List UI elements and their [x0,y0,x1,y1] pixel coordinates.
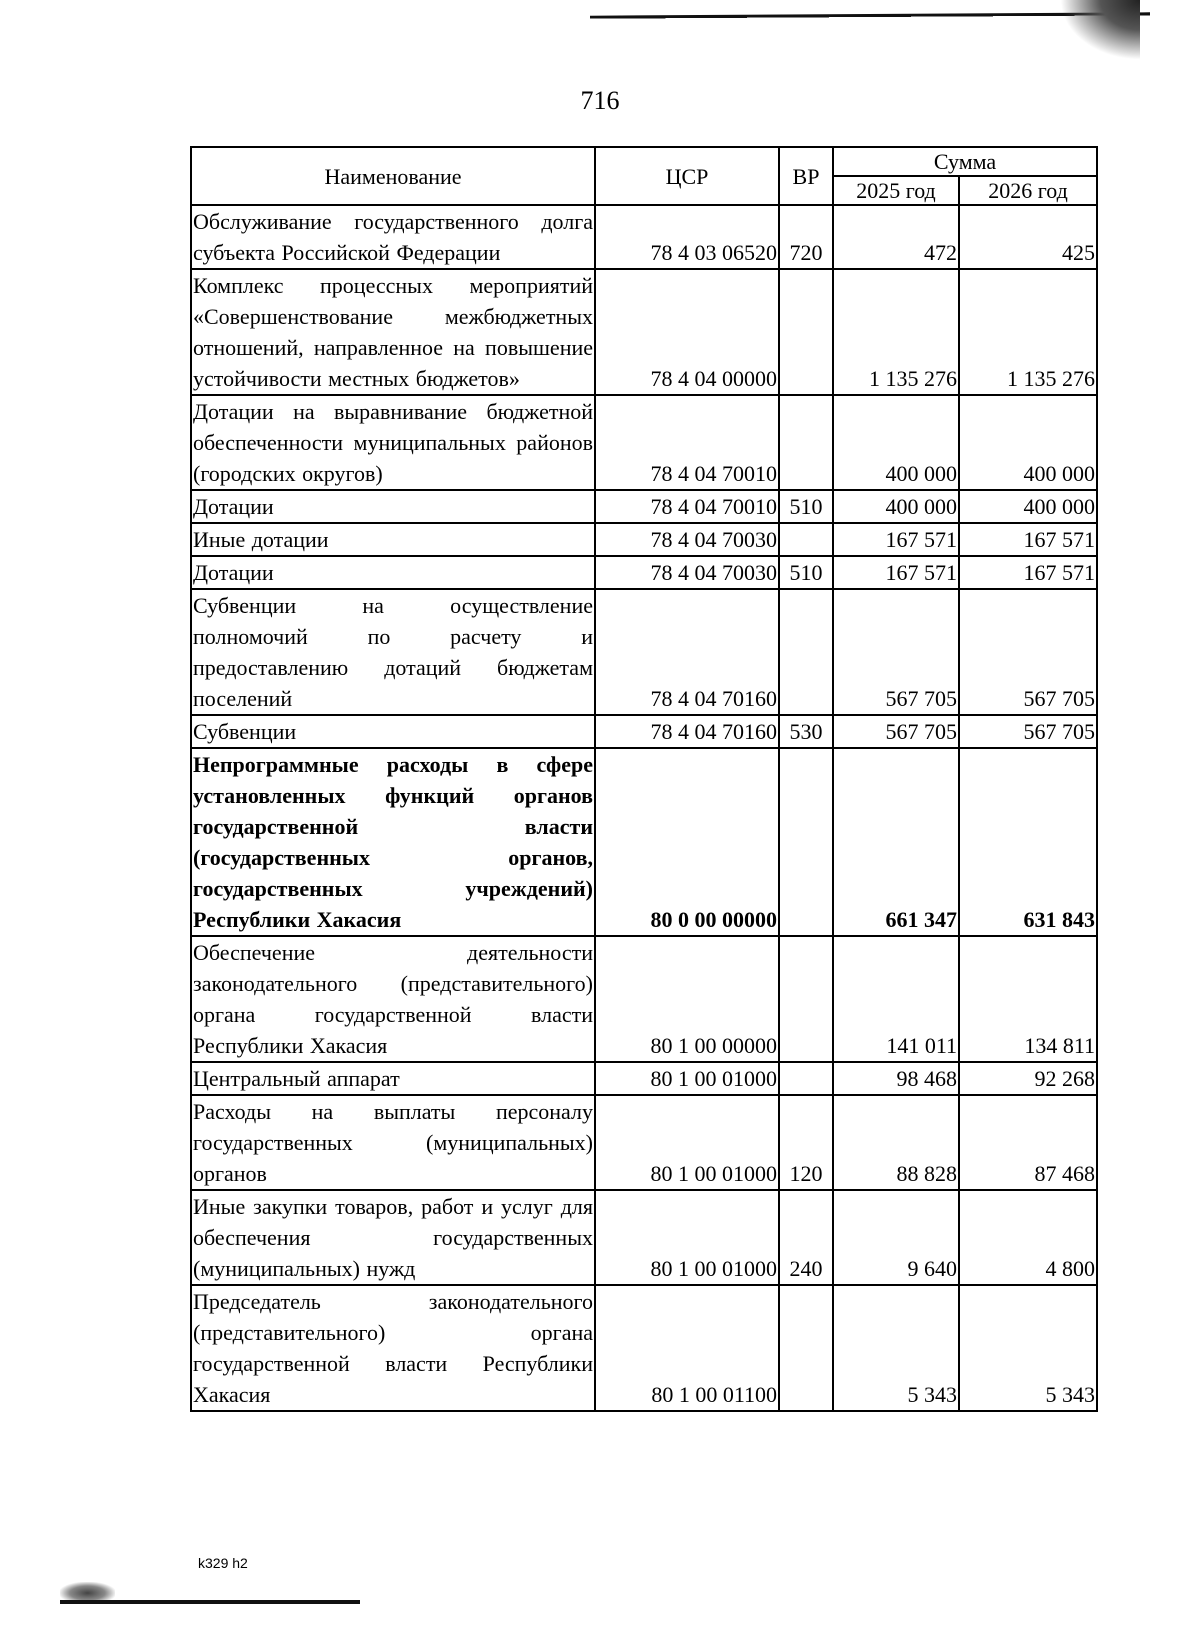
table-row [191,1190,1097,1285]
row-vr [779,523,833,556]
row-vr [779,269,833,395]
row-sum-2026: 400 000 [959,395,1097,490]
row-name: Субвенции на осуществление полномочий по расчету и предоставлению дотаций бюджетам поселений [191,589,595,715]
table-row [191,523,1097,556]
row-sum-2025: 98 468 [833,1062,959,1095]
page-number: 716 [580,86,620,115]
row-sum-2026: 5 343 [959,1285,1097,1411]
row-csr: 78 4 04 70030 [595,523,779,556]
row-sum-2025: 472 [833,205,959,269]
table-row [191,269,1097,395]
header-vr: ВР [779,147,833,205]
row-name: Непрограммные расходы в сфере установленных функций органов государственной власти (государственных органов, государственных учреждений) Республики Хакасия [191,748,595,936]
row-sum-2025: 141 011 [833,936,959,1062]
table-row [191,936,1097,1062]
row-name: Иные дотации [191,523,595,556]
row-vr: 510 [779,490,833,523]
header-sum: Сумма [833,147,1097,176]
table-row [191,1095,1097,1190]
row-vr [779,1062,833,1095]
table-row [191,1062,1097,1095]
table-row [191,748,1097,936]
row-sum-2025: 567 705 [833,715,959,748]
row-name: Обеспечение деятельности законодательного (представительного) органа государственной власти Республики Хакасия [191,936,595,1062]
row-sum-2026: 87 468 [959,1095,1097,1190]
table-row [191,556,1097,589]
row-csr: 80 1 00 01000 [595,1095,779,1190]
row-sum-2026: 92 268 [959,1062,1097,1095]
table-row [191,490,1097,523]
footer-code: k329 h2 [198,1555,248,1571]
row-csr: 78 4 04 00000 [595,269,779,395]
row-sum-2025: 1 135 276 [833,269,959,395]
table-row [191,715,1097,748]
row-sum-2025: 5 343 [833,1285,959,1411]
row-name: Дотации на выравнивание бюджетной обеспеченности муниципальных районов (городских округов) [191,395,595,490]
row-name: Председатель законодательного (представительного) органа государственной власти Республики Хакасия [191,1285,595,1411]
row-csr: 80 1 00 01100 [595,1285,779,1411]
row-sum-2026: 567 705 [959,715,1097,748]
table-row [191,589,1097,715]
row-name: Иные закупки товаров, работ и услуг для обеспечения государственных (муниципальных) нужд [191,1190,595,1285]
scan-artifact-corner [1060,0,1140,60]
header-year-2025: 2025 год [833,176,959,205]
row-name: Центральный аппарат [191,1062,595,1095]
row-name: Комплекс процессных мероприятий «Совершенствование межбюджетных отношений, направленное на повышение устойчивости местных бюджетов» [191,269,595,395]
row-vr: 120 [779,1095,833,1190]
row-name: Дотации [191,490,595,523]
header-name: Наименование [191,147,595,205]
row-vr [779,1285,833,1411]
row-csr: 78 4 04 70010 [595,490,779,523]
scan-artifact-bottom [60,1600,360,1604]
row-vr: 240 [779,1190,833,1285]
row-sum-2025: 88 828 [833,1095,959,1190]
row-csr: 78 4 04 70160 [595,589,779,715]
header-csr: ЦСР [595,147,779,205]
row-csr: 78 4 04 70010 [595,395,779,490]
row-csr: 78 4 04 70160 [595,715,779,748]
row-sum-2025: 661 347 [833,748,959,936]
row-name: Субвенции [191,715,595,748]
row-sum-2026: 167 571 [959,523,1097,556]
table-row [191,395,1097,490]
row-sum-2025: 167 571 [833,523,959,556]
row-name: Расходы на выплаты персоналу государственных (муниципальных) органов [191,1095,595,1190]
row-sum-2026: 631 843 [959,748,1097,936]
row-sum-2025: 400 000 [833,490,959,523]
row-sum-2026: 1 135 276 [959,269,1097,395]
row-vr [779,748,833,936]
row-sum-2026: 567 705 [959,589,1097,715]
row-csr: 78 4 04 70030 [595,556,779,589]
row-sum-2026: 167 571 [959,556,1097,589]
row-sum-2025: 9 640 [833,1190,959,1285]
row-csr: 80 1 00 01000 [595,1190,779,1285]
budget-table [190,146,1098,1412]
row-sum-2025: 400 000 [833,395,959,490]
row-vr: 720 [779,205,833,269]
row-sum-2026: 134 811 [959,936,1097,1062]
row-vr [779,589,833,715]
row-sum-2026: 4 800 [959,1190,1097,1285]
row-sum-2025: 567 705 [833,589,959,715]
row-sum-2026: 425 [959,205,1097,269]
row-csr: 78 4 03 06520 [595,205,779,269]
row-sum-2026: 400 000 [959,490,1097,523]
row-csr: 80 1 00 00000 [595,936,779,1062]
table-row [191,205,1097,269]
row-vr [779,936,833,1062]
row-sum-2025: 167 571 [833,556,959,589]
row-vr: 510 [779,556,833,589]
row-name: Обслуживание государственного долга субъекта Российской Федерации [191,205,595,269]
table-row [191,1285,1097,1411]
header-year-2026: 2026 год [959,176,1097,205]
row-name: Дотации [191,556,595,589]
row-vr: 530 [779,715,833,748]
row-csr: 80 1 00 01000 [595,1062,779,1095]
row-vr [779,395,833,490]
row-csr: 80 0 00 00000 [595,748,779,936]
